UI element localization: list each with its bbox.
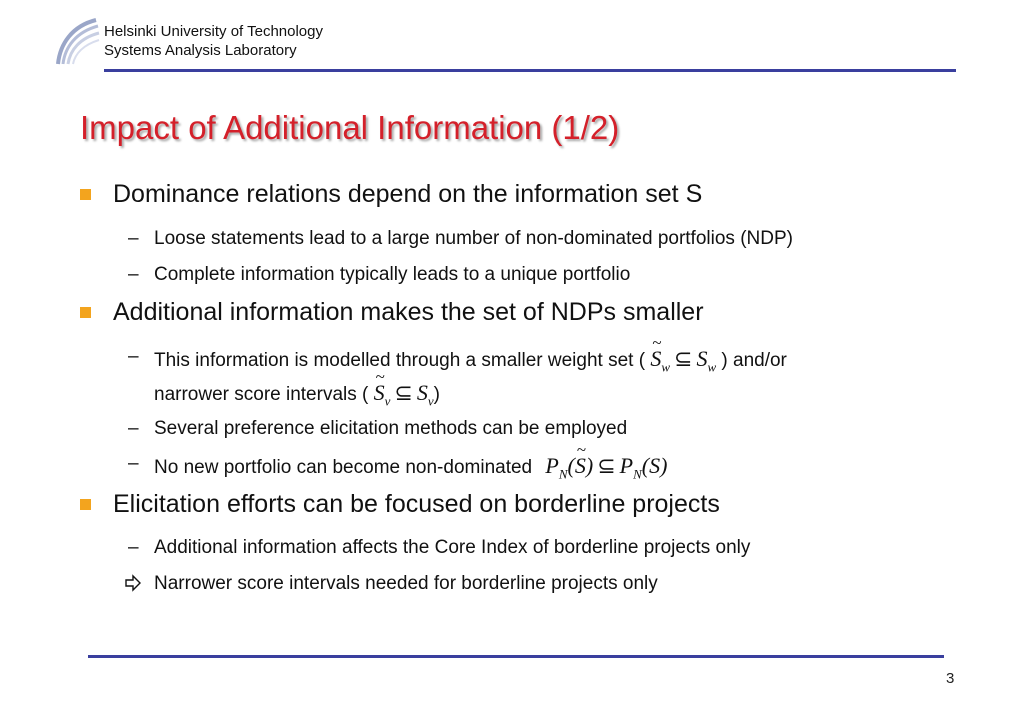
dash-icon: – xyxy=(128,346,139,367)
dash-icon: – xyxy=(128,418,139,439)
slide-title: Impact of Additional Information (1/2) xyxy=(80,109,620,146)
sub-item-loose-statements: – Loose statements lead to a large number of non-dominated portfolios (NDP) xyxy=(128,228,793,249)
dash-icon: – xyxy=(128,228,139,249)
sub-item-narrower-intervals: Narrower score intervals needed for borderline projects only xyxy=(154,573,658,595)
bullet-additional-info: Additional information makes the set of NDPs smaller xyxy=(113,298,704,327)
dash-icon: – xyxy=(128,264,139,285)
arrow-right-icon xyxy=(124,574,142,592)
university-logo-icon xyxy=(54,16,100,66)
score-set-subset-formula: ~ $S_v$ ⊆ $S_v$ xyxy=(374,380,434,405)
sub-item-complete-info: – Complete information typically leads to a unique portfolio xyxy=(128,264,631,285)
bullet-dominance: Dominance relations depend on the information set S xyxy=(113,180,702,209)
square-bullet-icon xyxy=(80,499,91,510)
square-bullet-icon xyxy=(80,189,91,200)
sub-item-no-new-portfolio: – No new portfolio can become non-dominated $P_N(\sim$ S) ⊆ $P_N(S)$ xyxy=(154,453,667,482)
organization-name xyxy=(104,22,323,60)
header-rule xyxy=(104,69,956,72)
weight-set-subset-formula: ~ $S_w$ ⊆ $S_w$ xyxy=(650,346,716,371)
sub-item-core-index: – Additional information affects the Core Index of borderline projects only xyxy=(128,537,751,558)
bullet-elicitation-efforts: Elicitation efforts can be focused on borderline projects xyxy=(113,490,720,519)
dash-icon: – xyxy=(128,537,139,558)
sub-item-weight-set: – This information is modelled through a smaller weight set ( ~ $S_w$ ⊆ $S_w$ ) and/or xyxy=(154,346,787,375)
dash-icon: – xyxy=(128,453,139,474)
page-number: 3 xyxy=(946,670,955,687)
footer-rule xyxy=(88,655,944,658)
ndp-subset-formula: $P_N(\sim$ S) ⊆ $P_N(S)$ xyxy=(545,453,667,478)
org-line-2: Systems Analysis Laboratory xyxy=(104,42,297,59)
sub-item-elicitation-methods: – Several preference elicitation methods can be employed xyxy=(128,418,628,439)
org-line-1: Helsinki University of Technology xyxy=(104,23,323,40)
sub-item-score-intervals: narrower score intervals ( ~ $S_v$ ⊆ $S_v$) xyxy=(154,380,440,409)
square-bullet-icon xyxy=(80,307,91,318)
